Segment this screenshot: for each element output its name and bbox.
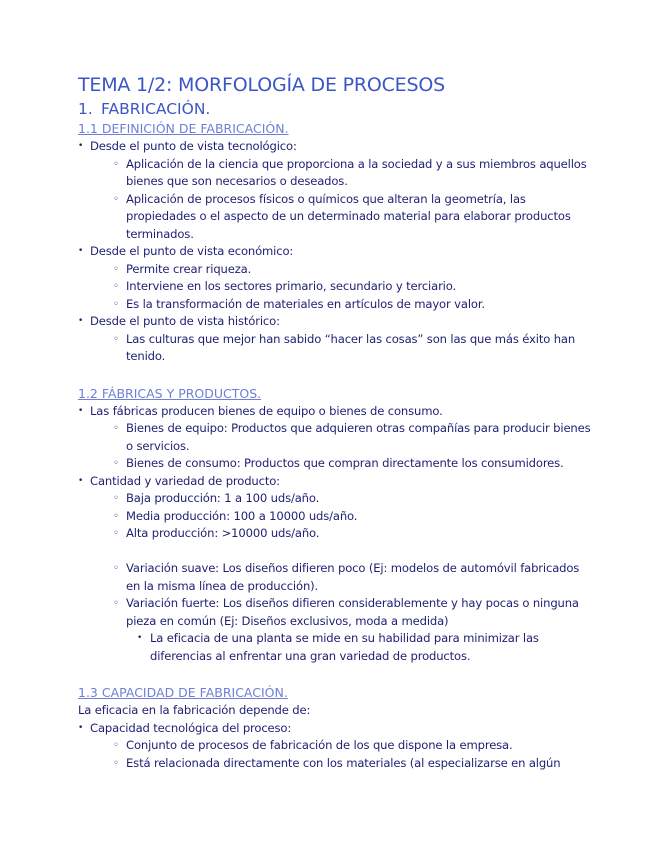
subsection-heading-1-3: 1.3 CAPACIDAD DE FABRICACIÓN. (78, 685, 288, 700)
list-item: ◦ Las culturas que mejor han sabido “hacer las cosas” son las que más éxito han tenido. (90, 331, 593, 366)
list-item: • Desde el punto de vista histórico: ◦ Las culturas que mejor han sabido “hacer las cosas” son las que más éxito han tenido. (78, 313, 593, 366)
paragraph: La eficacia en la fabricación depende de: (78, 703, 311, 717)
list-item: • Desde el punto de vista económico: ◦ Permite crear riqueza. ◦ Interviene en los sectores primario, secundario y terciario. ◦ Es la transformación de materiales en artículos de mayor valor. (78, 243, 593, 313)
list-item: ◦ Es la transformación de materiales en artículos de mayor valor. (90, 296, 593, 314)
document-title: TEMA 1/2: MORFOLOGÍA DE PROCESOS (78, 74, 445, 96)
subsection-heading-1-1: 1.1 DEFINICIÓN DE FABRICACIÓN. (78, 121, 289, 136)
list-item: ◦ Baja producción: 1 a 100 uds/año. (90, 490, 593, 508)
list-item: ◦ Interviene en los sectores primario, secundario y terciario. (90, 278, 593, 296)
list-item: • Las fábricas producen bienes de equipo o bienes de consumo. ◦ Bienes de equipo: Productos que adquieren otras compañías para producir bienes o servicios. ◦ Bienes de consumo: Productos que compran directamente los consumidores. (78, 403, 593, 473)
list-item: ◦ Bienes de consumo: Productos que compran directamente los consumidores. (90, 455, 593, 473)
list-item: ◦ Alta producción: >10000 uds/año. (90, 525, 593, 543)
list-item: ◦ Variación fuerte: Los diseños difieren considerablemente y hay pocas o ninguna pieza en común (Ej: Diseños exclusivos, moda a medida) • La eficacia de una planta se mide en su habilidad para minimizar las diferencias al enfrentar una gran variedad de productos. (90, 595, 593, 665)
list-item: • Desde el punto de vista tecnológico: ◦ Aplicación de la ciencia que proporciona a la sociedad y a sus miembros aquellos bienes que son necesarios o deseados. ◦ Aplicación de procesos físicos o químicos que alteran la geometría, las propiedades o el aspecto de un determinado material para elaborar productos terminados. (78, 138, 593, 243)
section-heading (78, 98, 593, 120)
list-item: • La eficacia de una planta se mide en su habilidad para minimizar las diferencias al enfrentar una gran variedad de productos. (90, 630, 593, 665)
section-number: 1. (78, 100, 93, 118)
list-item: • Capacidad tecnológica del proceso: ◦ Conjunto de procesos de fabricación de los que dispone la empresa. ◦ Está relacionada directamente con los materiales (al especializarse en algún (78, 720, 593, 773)
list-item: ◦ Permite crear riqueza. (90, 261, 593, 279)
capacity-list (78, 720, 593, 773)
list-item: ◦ Está relacionada directamente con los materiales (al especializarse en algún (90, 755, 593, 773)
definition-list (78, 138, 593, 366)
subsection-heading-1-2: 1.2 FÁBRICAS Y PRODUCTOS. (78, 385, 262, 401)
list-item: ◦ Conjunto de procesos de fabricación de los que dispone la empresa. (90, 737, 593, 755)
list-item: ◦ Aplicación de procesos físicos o químicos que alteran la geometría, las propiedades o el aspecto de un determinado material para elaborar productos terminados. (90, 191, 593, 244)
list-item: • Cantidad y variedad de producto: ◦ Baja producción: 1 a 100 uds/año. ◦ Media producción: 100 a 10000 uds/año. ◦ Alta producción: >10000 uds/año. ◦ Variación suave: Los diseños difieren poco (Ej: modelos de automóvil fabricados en la misma línea de producción). ◦ Variación fuerte: Los diseños difieren considerablemente y hay pocas o ninguna pieza en común (Ej: Diseños exclusivos, moda a medida) • La eficacia de una planta se mide en su habilidad para minimizar las diferencias al enfrentar una gran variedad de productos. (78, 473, 593, 666)
products-list (78, 403, 593, 666)
document-page (78, 72, 593, 772)
list-item: ◦ Media producción: 100 a 10000 uds/año. (90, 508, 593, 526)
section-label: FABRICACIÓN. (101, 100, 211, 118)
list-item: ◦ Bienes de equipo: Productos que adquieren otras compañías para producir bienes o servicios. (90, 420, 593, 455)
list-item: ◦ Aplicación de la ciencia que proporciona a la sociedad y a sus miembros aquellos bienes que son necesarios o deseados. (90, 156, 593, 191)
list-item: ◦ Variación suave: Los diseños difieren poco (Ej: modelos de automóvil fabricados en la misma línea de producción). (90, 560, 593, 595)
